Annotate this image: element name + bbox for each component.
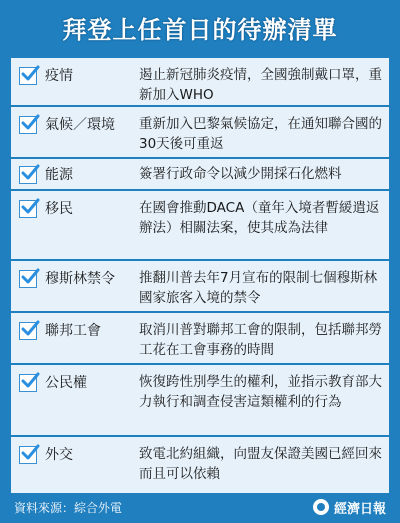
table-row bbox=[11, 191, 389, 261]
category-label: 公民權 bbox=[45, 375, 87, 391]
table-row bbox=[11, 58, 389, 107]
checkbox-checked-icon bbox=[19, 116, 37, 134]
brand-name: 經濟日報 bbox=[333, 501, 386, 517]
item-description: 在國會推動DACA（童年入境者暫緩遣返辦法）相關法案，使其成為法律 bbox=[139, 200, 380, 236]
category-cell bbox=[11, 159, 135, 189]
table-row bbox=[11, 365, 389, 437]
category-label: 移民 bbox=[45, 201, 73, 217]
checkbox-checked-icon bbox=[19, 270, 37, 288]
source-note: 資料來源：綜合外電 bbox=[14, 500, 123, 515]
brand-logo-icon bbox=[313, 499, 329, 515]
table-row bbox=[11, 313, 389, 365]
category-cell bbox=[11, 261, 135, 311]
category-label: 穆斯林禁令 bbox=[45, 271, 115, 287]
category-label: 能源 bbox=[45, 167, 73, 183]
item-description: 致電北約組織，向盟友保證美國已經回來而且可以依賴 bbox=[139, 446, 382, 482]
title-bar bbox=[10, 8, 390, 46]
checkbox-checked-icon bbox=[19, 166, 37, 184]
category-cell bbox=[11, 365, 135, 435]
category-cell bbox=[11, 191, 135, 259]
category-label: 氣候／環境 bbox=[45, 117, 115, 133]
checkbox-checked-icon bbox=[19, 200, 37, 218]
checkbox-checked-icon bbox=[19, 446, 37, 464]
item-description: 推翻川普去年7月宣布的限制七個穆斯林國家旅客入境的禁令 bbox=[139, 270, 378, 306]
brand bbox=[313, 498, 386, 517]
category-label: 疫情 bbox=[45, 68, 73, 84]
item-description: 恢復跨性別學生的權利，並指示教育部大力執行和調查侵害這類權利的行為 bbox=[139, 374, 382, 410]
page-title: 拜登上任首日的待辦清單 bbox=[62, 15, 338, 44]
category-label: 外交 bbox=[45, 447, 73, 463]
item-description: 簽署行政命令以減少開採石化燃料 bbox=[139, 166, 342, 182]
checkbox-checked-icon bbox=[19, 67, 37, 85]
category-cell bbox=[11, 437, 135, 493]
table-row bbox=[11, 437, 389, 493]
category-cell bbox=[11, 58, 135, 105]
table-row bbox=[11, 159, 389, 191]
category-cell bbox=[11, 107, 135, 157]
checkbox-checked-icon bbox=[19, 322, 37, 340]
table-row bbox=[11, 107, 389, 159]
table-row bbox=[11, 261, 389, 313]
todo-table bbox=[11, 58, 389, 493]
category-cell bbox=[11, 313, 135, 363]
item-description: 取消川普對聯邦工會的限制，包括聯邦勞工花在工會事務的時間 bbox=[139, 322, 382, 358]
item-description: 重新加入巴黎氣候協定，在通知聯合國的30天後可重返 bbox=[139, 116, 382, 152]
checkbox-checked-icon bbox=[19, 374, 37, 392]
category-label: 聯邦工會 bbox=[45, 323, 101, 339]
footer bbox=[10, 495, 390, 519]
item-description: 遏止新冠肺炎疫情，全國強制戴口罩，重新加入WHO bbox=[139, 67, 382, 103]
